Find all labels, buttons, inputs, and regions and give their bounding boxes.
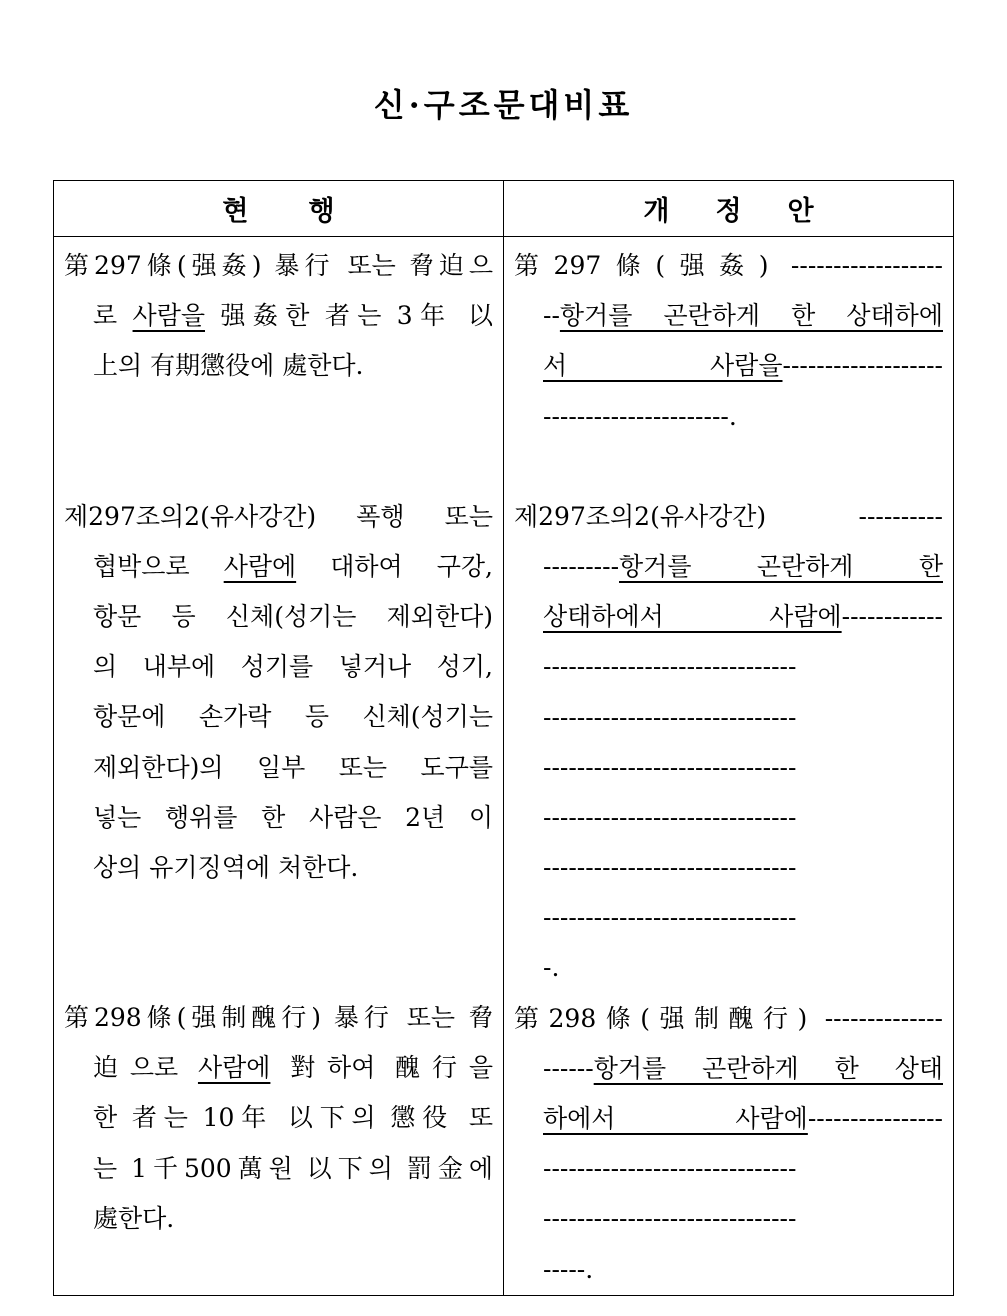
table-header-row (54, 181, 954, 237)
current-article-297 (64, 241, 493, 392)
text-line: 第298條(强制醜行) -------------- (514, 1003, 943, 1033)
text-line: ------------------------------ (543, 702, 797, 732)
text-line: 협박으로 사람에 대하여 구강, (93, 551, 493, 581)
text-line: 로 사람을 强姦한 者는 3年 以 (93, 301, 493, 331)
text-line: ----------------------. (543, 401, 737, 431)
text-line: 上의 有期懲役에 處한다. (93, 351, 364, 381)
revised-column (504, 237, 954, 1296)
underlined-text: 상태하에서 사람에 (543, 602, 842, 632)
table-body-row (54, 237, 954, 1296)
text-line: 迫으로 사람에 對하여 醜行을 (93, 1053, 493, 1083)
revised-article-298 (514, 994, 943, 1295)
text-line: --항거를 곤란하게 한 상태하에 (543, 301, 943, 331)
text-line: ------------------------------ (543, 903, 797, 933)
header-current: 현행 (54, 181, 504, 237)
current-article-297-2 (64, 492, 493, 894)
underlined-text: 사람에 (223, 551, 297, 581)
text-line: ------------------------------ (543, 802, 797, 832)
text-line: 處한다. (93, 1203, 175, 1233)
underlined-text: 사람에 (197, 1053, 271, 1083)
text-line: 넣는 행위를 한 사람은 2년 이 (93, 802, 493, 832)
text-line: 항문 등 신체(성기는 제외한다) (93, 601, 493, 631)
text-line: -----. (543, 1254, 594, 1284)
text-line: 第298條(强制醜行) 暴行 또는 脅 (64, 1003, 493, 1033)
underlined-text: 서 사람을 (543, 351, 783, 381)
text-line: 제297조의2(유사강간) 폭행 또는 (64, 501, 493, 531)
text-line: 서 사람을------------------- (543, 351, 943, 381)
text-line: 第297條(强姦) ------------------ (514, 251, 943, 280)
text-line: 상태하에서 사람에------------ (543, 602, 943, 632)
text-line: 第297條(强姦) 暴行 또는 脅迫으 (64, 251, 493, 280)
underlined-text: 항거를 곤란하게 한 상태 (593, 1053, 943, 1083)
text-line: ------------------------------ (543, 1204, 797, 1234)
text-line: 항문에 손가락 등 신체(성기는 (93, 702, 493, 732)
underlined-text: 하에서 사람에 (543, 1104, 808, 1133)
underlined-text: 항거를 곤란하게 한 (619, 551, 943, 581)
underlined-text: 사람을 (132, 301, 205, 331)
revised-article-297 (514, 241, 943, 442)
current-column (54, 237, 504, 1296)
revised-article-297-2 (514, 492, 943, 994)
text-line: ------항거를 곤란하게 한 상태 (543, 1053, 943, 1083)
header-revised: 개정안 (504, 181, 954, 237)
page-title: 신·구조문대비표 (373, 86, 634, 124)
text-line: 한 者는 10年 以下의 懲役 또 (93, 1103, 493, 1133)
text-line: 는 1千500萬원 以下의 罰金에 (93, 1153, 493, 1183)
current-article-298 (64, 993, 493, 1244)
text-line: 제297조의2(유사강간) ---------- (514, 501, 943, 531)
text-line: 제외한다)의 일부 또는 도구를 (93, 752, 493, 782)
text-line: 하에서 사람에---------------- (543, 1104, 943, 1133)
comparison-table (53, 180, 954, 1296)
text-line: ------------------------------ (543, 1154, 797, 1184)
text-line: ------------------------------ (543, 853, 797, 883)
text-line: ------------------------------ (543, 652, 797, 682)
underlined-text: 항거를 곤란하게 한 상태하에 (559, 301, 943, 331)
text-line: ---------항거를 곤란하게 한 (543, 551, 943, 581)
text-line: 의 내부에 성기를 넣거나 성기, (93, 652, 493, 682)
text-line: ------------------------------ (543, 752, 797, 782)
text-line: 상의 유기징역에 처한다. (93, 852, 359, 882)
text-line: -. (543, 953, 560, 983)
